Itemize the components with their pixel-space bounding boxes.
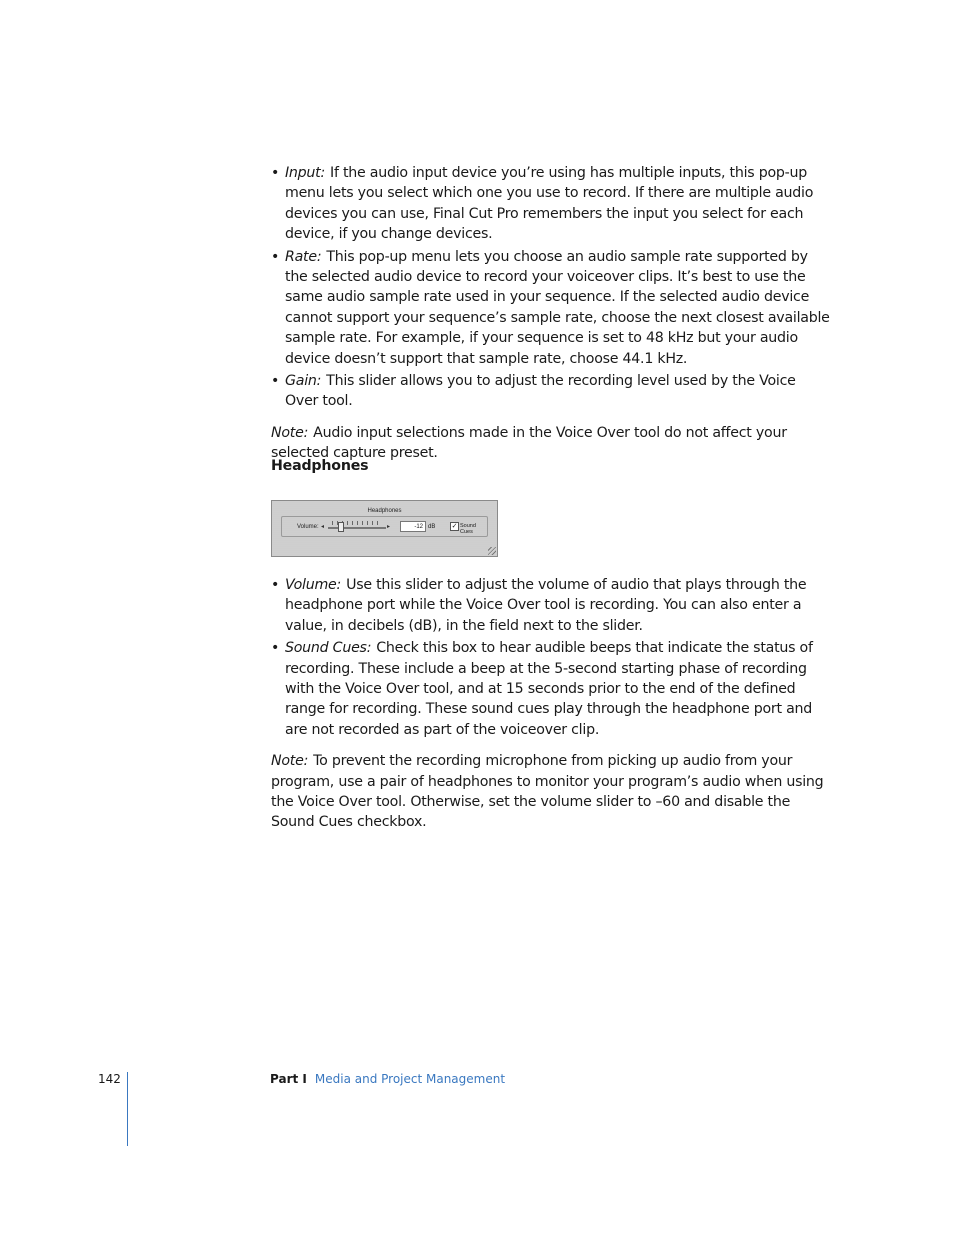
note-label: Note: bbox=[271, 424, 309, 441]
bullet-marker: • bbox=[271, 248, 280, 265]
section-1 bbox=[271, 163, 831, 464]
note-paragraph bbox=[271, 751, 831, 833]
list-item bbox=[271, 163, 831, 245]
note-text: Audio input selections made in the Voice Over tool do not affect your selected capture preset. bbox=[271, 424, 787, 462]
term: Input: bbox=[285, 165, 326, 181]
bullet-marker: • bbox=[271, 577, 280, 593]
term: Sound Cues: bbox=[285, 640, 372, 657]
item-text: This pop-up menu lets you choose an audio sample rate supported by the selected audio device to record your voiceover clips. It’s best to use the same audio sample rate used in your sequence. If the selected audio device cannot support your sequence’s sample rate, choose the next closest available sample rate. For example, if your sequence is set to 48 kHz but your audio device doesn’t support that sample rate, choose 44.1 kHz. bbox=[285, 248, 830, 367]
resize-grip-icon[interactable] bbox=[488, 547, 496, 555]
term: Gain: bbox=[285, 373, 322, 390]
sound-cues-checkbox[interactable]: ✓ bbox=[451, 522, 458, 530]
item-text: Use this slider to adjust the volume of audio that plays through the headphone port while the Voice Over tool is recording. You can also enter a value, in decibels (dB), in the field next to the slider. bbox=[285, 577, 807, 634]
volume-label: Volume: bbox=[297, 524, 319, 530]
bullet-marker: • bbox=[271, 640, 280, 657]
note-label: Note: bbox=[271, 753, 309, 770]
list-item bbox=[271, 638, 831, 740]
footer-part bbox=[270, 1072, 505, 1086]
item-text: If the audio input device you’re using has multiple inputs, this pop-up menu lets you select which one you use to record. If there are multiple audio devices you can use, Final Cut Pro remembers the input you select for each device, if you change devices. bbox=[285, 165, 814, 243]
list-item bbox=[271, 247, 831, 369]
section-2 bbox=[271, 575, 831, 833]
term: Volume: bbox=[285, 577, 342, 593]
volume-db-field[interactable]: -12 bbox=[400, 521, 426, 532]
page-number: 142 bbox=[98, 1072, 121, 1086]
item-text: Check this box to hear audible beeps that indicate the status of recording. These include a beep at the 5-second starting phase of recording with the Voice Over tool, and at 15 seconds prior to the end of the defined range for recording. These sound cues play through the headphone port and are not recorded as part of the voiceover clip. bbox=[285, 640, 813, 738]
part-title-link[interactable]: Media and Project Management bbox=[314, 1072, 506, 1086]
panel-group-box bbox=[281, 516, 488, 537]
slider-right-arrow-icon[interactable]: ▸ bbox=[387, 523, 391, 530]
slider-left-arrow-icon[interactable]: ◂ bbox=[321, 523, 325, 530]
headphones-panel bbox=[271, 500, 498, 557]
bullet-marker: • bbox=[271, 373, 280, 390]
db-unit-label: dB bbox=[428, 524, 436, 530]
note-text: To prevent the recording microphone from picking up audio from your program, use a pair of headphones to monitor your program’s audio when using the Voice Over tool. Otherwise, set the volume slider to –60 and disable the Sound Cues checkbox. bbox=[271, 753, 824, 831]
panel-title: Headphones bbox=[367, 508, 402, 514]
section-heading: Headphones bbox=[271, 458, 369, 474]
term: Rate: bbox=[285, 248, 322, 265]
part-label: Part I bbox=[270, 1072, 307, 1086]
footer-divider bbox=[127, 1072, 128, 1146]
bullet-marker: • bbox=[271, 165, 280, 181]
item-text: This slider allows you to adjust the recording level used by the Voice Over tool. bbox=[285, 373, 796, 410]
list-item bbox=[271, 575, 831, 636]
list-item bbox=[271, 371, 831, 412]
sound-cues-label[interactable]: Sound Cues bbox=[460, 523, 476, 535]
volume-slider-thumb[interactable] bbox=[338, 522, 344, 532]
